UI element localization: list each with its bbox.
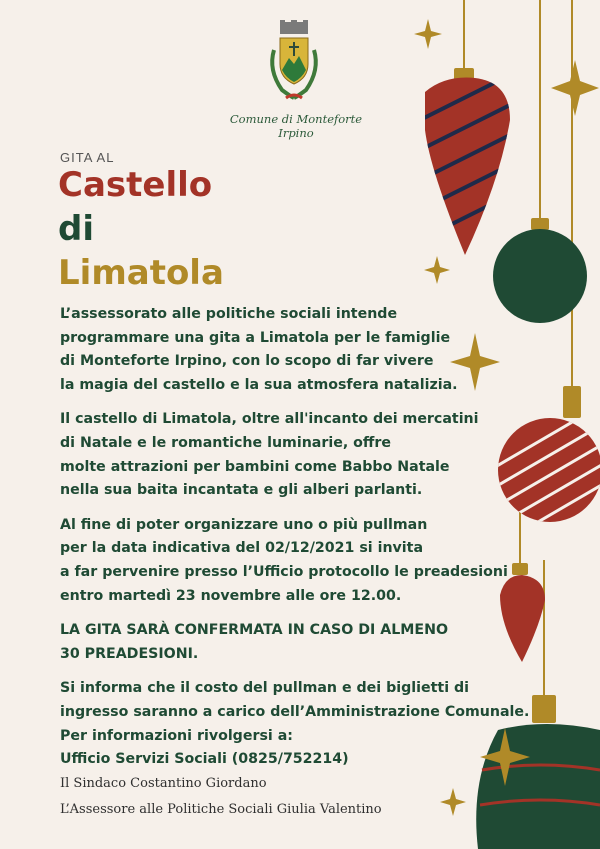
paragraph-castle: Il castello di Limatola, oltre all'incanto dei mercatini di Natale e le romantiche luminarie, offre molte attrazioni per bambini come Babbo Natale nella sua baita incantata e gli alberi parlanti.	[60, 411, 479, 499]
signature-assessore: L’Assessore alle Politiche Sociali Giulia Valentino	[60, 802, 382, 817]
paragraph-registration: Al fine di poter organizzare uno o più pullman per la data indicativa del 02/12/2021 si invita a far pervenire presso l’Ufficio protocollo le preadesioni entro martedì 23 novembre alle ore 12.00.	[60, 516, 508, 604]
comune-crest-logo	[262, 20, 326, 106]
title-line-3: Limatola	[58, 253, 224, 293]
paragraph-intro: L’assessorato alle politiche sociali intende programmare una gita a Limatola per le famiglie di Monteforte Irpino, con lo scopo di far vivere la magia del castello e la sua atmosfera natalizia.	[60, 306, 458, 393]
title-line-1: Castello	[58, 165, 213, 205]
red-drop-ornament-top	[400, 68, 520, 255]
signatures	[60, 771, 382, 823]
signature-sindaco: Il Sindaco Costantino Giordano	[60, 776, 267, 791]
comune-name: Comune di Monteforte Irpino	[229, 112, 363, 140]
paragraph-costs-contact: Si informa che il costo del pullman e dei biglietti di ingresso saranno a carico dell’Amministrazione Comunale. Per informazioni rivolgersi a: Ufficio Servizi Sociali (0825/752214)	[60, 680, 530, 768]
paragraph-confirmation: LA GITA SARÀ CONFERMATA IN CASO DI ALMENO 30 PREADESIONI.	[60, 622, 449, 662]
title-line-2: di	[58, 209, 94, 249]
announcement-body	[60, 303, 530, 783]
title-prefix: GITA AL	[60, 150, 115, 165]
